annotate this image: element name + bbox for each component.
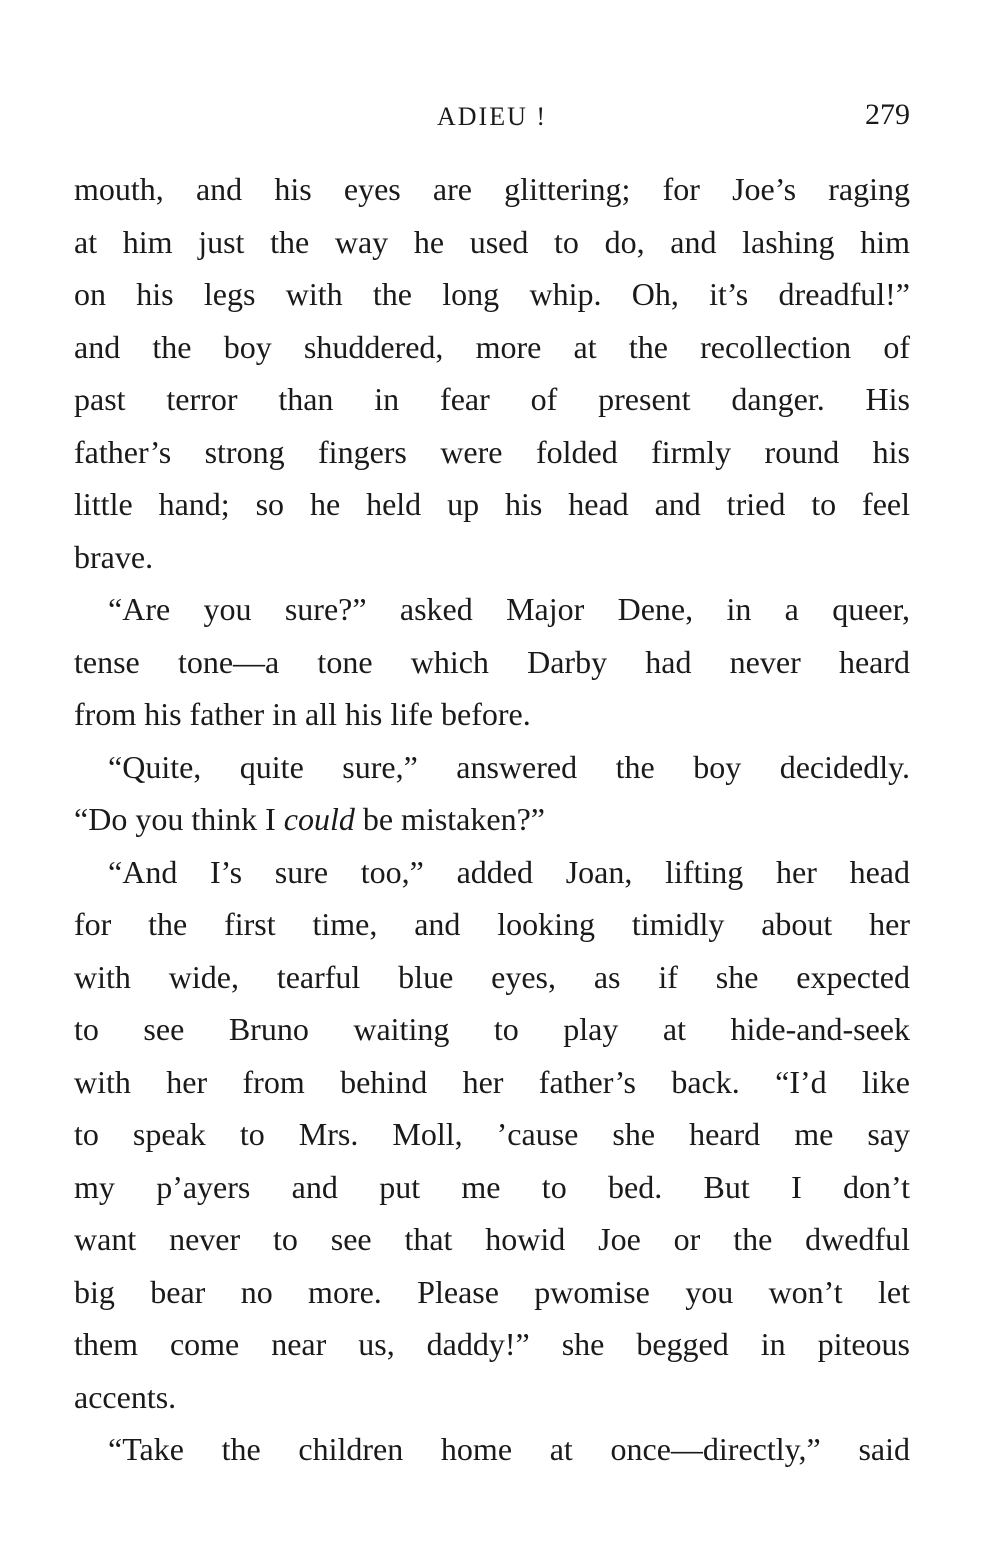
text-line: with wide, tearful blue eyes, as if she expected bbox=[74, 958, 910, 995]
body-text bbox=[74, 163, 910, 1476]
running-head bbox=[74, 98, 910, 138]
text-line: “Take the children home at once—directly,” said bbox=[108, 1431, 910, 1467]
text-line bbox=[74, 793, 910, 846]
text-line: past terror than in fear of present danger. His bbox=[74, 381, 910, 417]
text-line: little hand; so he held up his head and tried to feel bbox=[74, 486, 910, 522]
text-line: mouth, and his eyes are glittering; for Joe’s raging bbox=[74, 171, 910, 207]
text-line: at him just the way he used to do, and lashing him bbox=[74, 223, 910, 260]
text-line: for the first time, and looking timidly about her bbox=[74, 906, 910, 942]
italic-word: could bbox=[283, 801, 355, 837]
text-line: to speak to Mrs. Moll, ’cause she heard me say bbox=[74, 1116, 910, 1152]
text-line: accents. bbox=[74, 1378, 177, 1415]
text-line: my p’ayers and put me to bed. But I don’t bbox=[74, 1168, 910, 1205]
text-line: from his father in all his life before. bbox=[74, 696, 531, 732]
text-segment: be mistaken?” bbox=[354, 801, 545, 837]
text-line: tense tone—a tone which Darby had never heard bbox=[74, 643, 910, 680]
text-line: father’s strong fingers were folded firmly round his bbox=[74, 433, 910, 470]
text-line: want never to see that howid Joe or the dwedful bbox=[74, 1221, 910, 1257]
text-line: “Are you sure?” asked Major Dene, in a queer, bbox=[108, 591, 910, 627]
text-line: with her from behind her father’s back. “I’d like bbox=[74, 1063, 910, 1100]
running-title: ADIEU ! bbox=[436, 102, 548, 131]
text-line: big bear no more. Please pwomise you won’t let bbox=[74, 1273, 910, 1310]
text-line: and the boy shuddered, more at the recollection of bbox=[74, 328, 910, 365]
text-line: “Quite, quite sure,” answered the boy decidedly. bbox=[108, 748, 910, 785]
text-line: to see Bruno waiting to play at hide-and-seek bbox=[74, 1011, 910, 1047]
text-line: on his legs with the long whip. Oh, it’s dreadful!” bbox=[74, 276, 910, 312]
text-line: them come near us, daddy!” she begged in piteous bbox=[74, 1326, 910, 1362]
page-number: 279 bbox=[865, 98, 910, 131]
text-line: “And I’s sure too,” added Joan, lifting her head bbox=[108, 853, 910, 890]
text-line: brave. bbox=[74, 538, 154, 575]
text-segment: “Do you think I bbox=[74, 801, 284, 837]
